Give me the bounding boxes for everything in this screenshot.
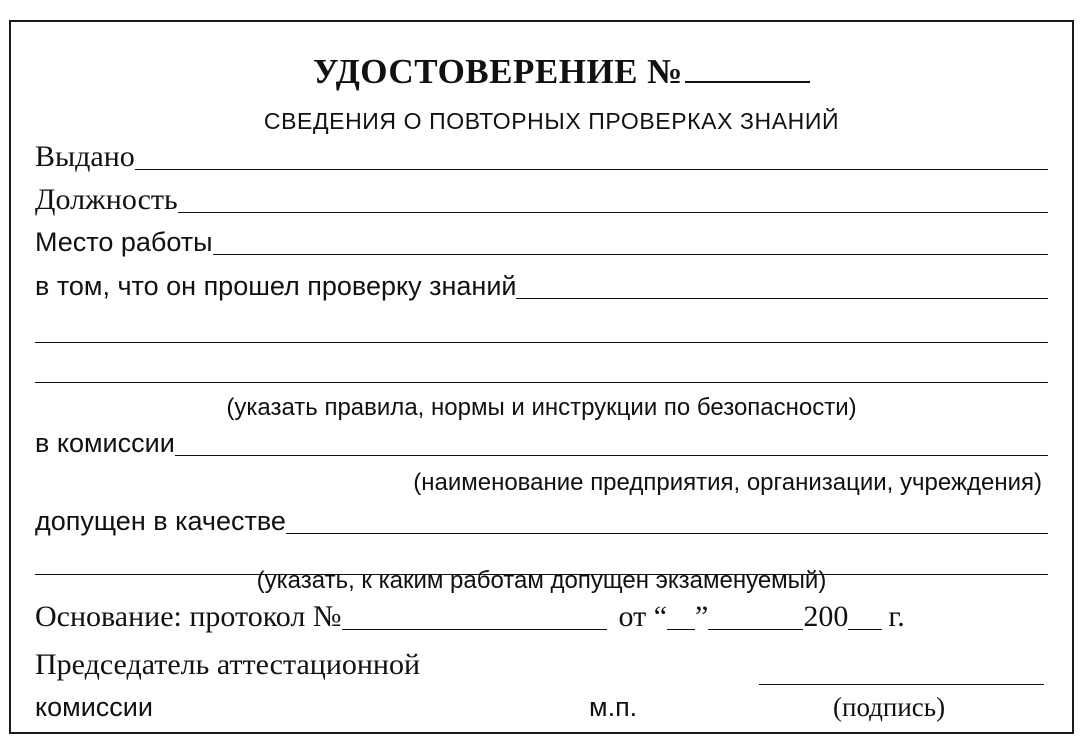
certificate-title-text: УДОСТОВЕРЕНИЕ № <box>313 52 683 91</box>
year-suffix: г. <box>888 600 905 633</box>
basis-label: Основание: протокол № <box>35 600 342 633</box>
commission-row <box>35 426 1048 460</box>
passed-check-blank[interactable] <box>516 272 1048 299</box>
workplace-blank[interactable] <box>213 228 1048 255</box>
rules-caption: (указать правила, нормы и инструкции по безопасности) <box>226 394 857 421</box>
basis-row <box>35 600 1048 634</box>
day-blank[interactable] <box>667 603 695 630</box>
works-caption: (указать, к каким работам допущен экзаменуемый) <box>256 567 827 594</box>
organization-caption: (наименование предприятия, организации, учреждения) <box>413 469 1042 496</box>
chairman-line1: Председатель аттестационной <box>35 648 421 681</box>
workplace-row <box>35 225 1048 259</box>
admitted-row <box>35 504 1048 538</box>
signature-caption: (подпись) <box>833 692 946 722</box>
certificate-title <box>11 52 1072 92</box>
year-prefix: 200 <box>803 600 849 633</box>
rules-blank-2[interactable] <box>35 382 1048 383</box>
certificate-card <box>9 20 1074 734</box>
stamp-label: м.п. <box>589 692 638 722</box>
position-row <box>35 183 1048 217</box>
signature-blank[interactable] <box>759 684 1044 685</box>
basis-from: от “ <box>618 600 668 633</box>
certificate-number-blank[interactable] <box>685 80 810 83</box>
admitted-blank[interactable] <box>286 507 1048 534</box>
admitted-label: допущен в качестве <box>35 506 286 536</box>
rules-blank-1[interactable] <box>35 342 1048 343</box>
passed-check-label: в том, что он прошел проверку знаний <box>35 271 517 301</box>
position-label: Должность <box>35 183 178 216</box>
month-blank[interactable] <box>708 603 803 630</box>
commission-blank[interactable] <box>175 429 1048 456</box>
workplace-label: Место работы <box>35 227 213 257</box>
chairman-line2: комиссии <box>35 692 153 722</box>
commission-label: в комиссии <box>35 428 175 458</box>
protocol-number-blank[interactable] <box>342 603 607 630</box>
year-blank[interactable] <box>848 603 882 630</box>
position-blank[interactable] <box>178 186 1048 213</box>
passed-check-row <box>35 269 1048 303</box>
issued-blank[interactable] <box>135 143 1048 170</box>
certificate-subtitle: СВЕДЕНИЯ О ПОВТОРНЫХ ПРОВЕРКАХ ЗНАНИЙ <box>263 108 840 134</box>
issued-label: Выдано <box>35 140 135 173</box>
basis-quote-close: ” <box>695 600 709 633</box>
issued-row <box>35 140 1048 174</box>
